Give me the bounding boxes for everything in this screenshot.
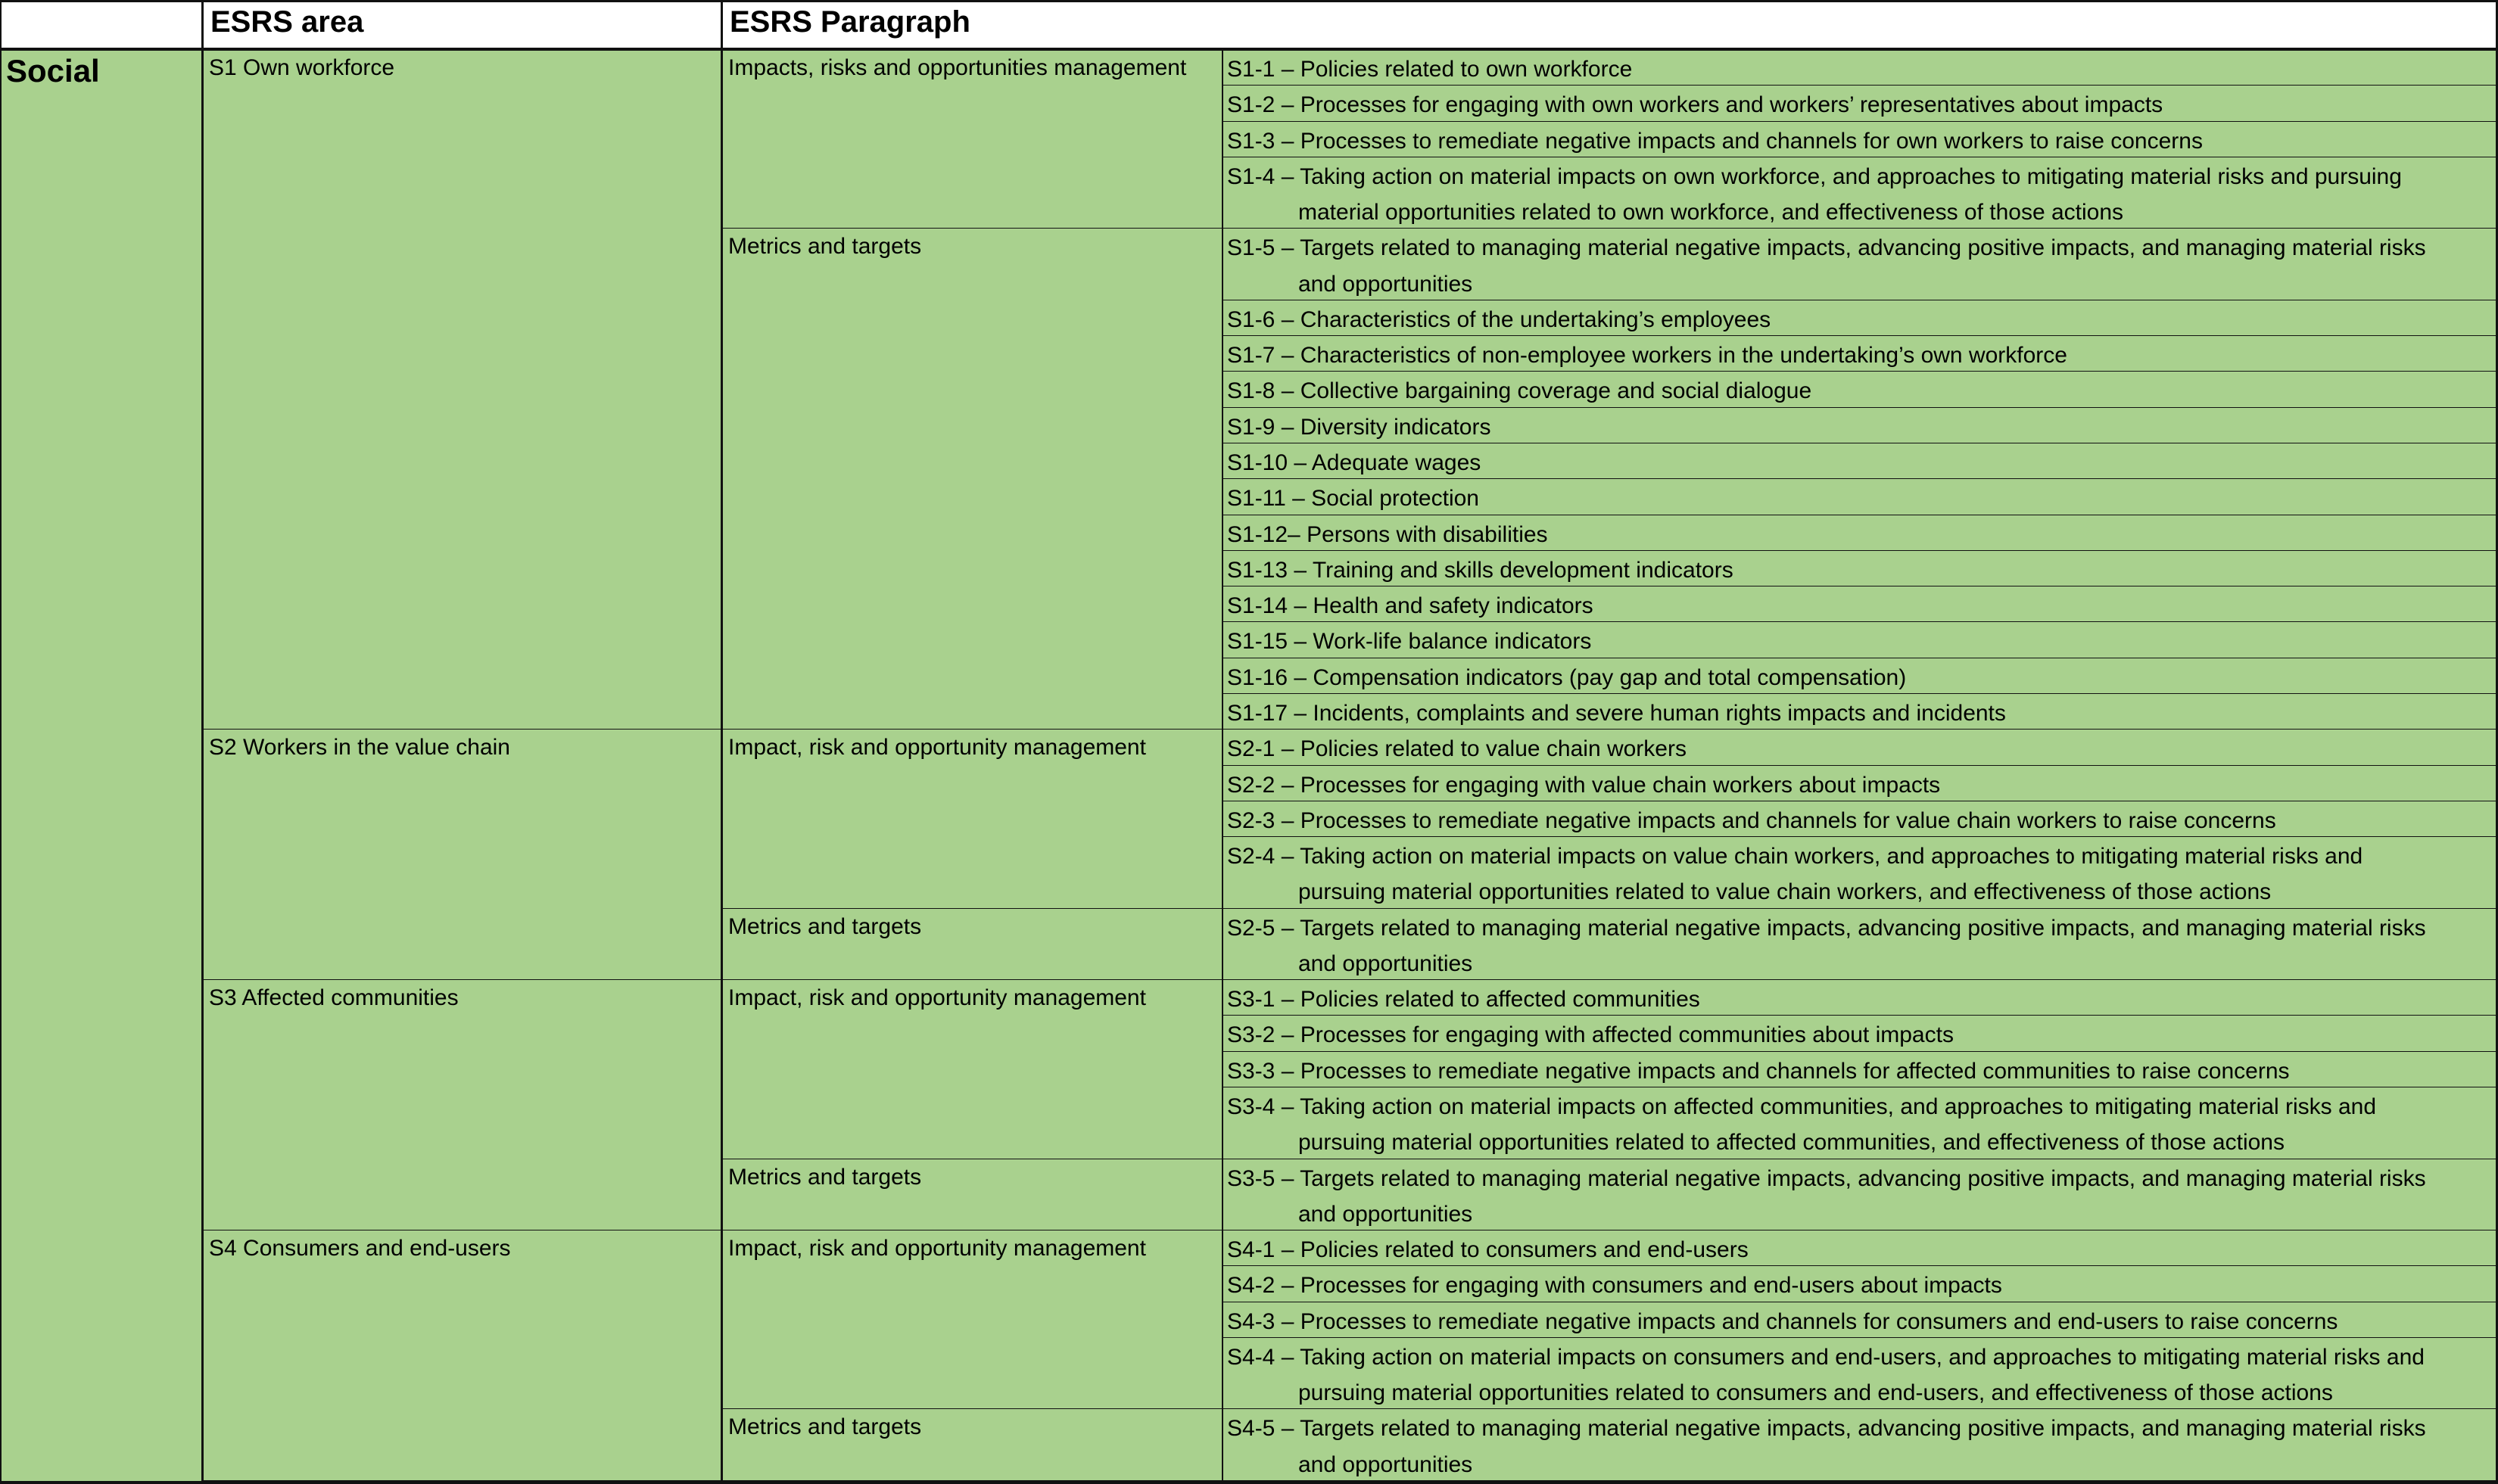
esrs-area-label: S2 Workers in the value chain: [209, 735, 510, 761]
paragraph-line-2: pursuing material opportunities related to affected communities, and effectiveness of those actions: [1298, 1130, 2285, 1156]
header-esrs-area: ESRS area: [203, 0, 722, 48]
esrs-group-label: Metrics and targets: [728, 1164, 922, 1190]
paragraph-line-1: S3-1 – Policies related to affected communities: [1227, 987, 1700, 1013]
header-esrs-paragraph: ESRS Paragraph: [722, 0, 2498, 48]
paragraph-line-2: material opportunities related to own workforce, and effectiveness of those actions: [1298, 200, 2124, 226]
paragraph-line-1: S1-4 – Taking action on material impacts on own workforce, and approaches to mitigating material risks and pursuing: [1227, 163, 2402, 189]
paragraph-line-1: S1-11 – Social protection: [1227, 486, 1479, 512]
paragraph-line-2: and opportunities: [1298, 950, 1473, 976]
esrs-paragraph-item: [1227, 123, 2203, 159]
paragraph-line-1: S1-17 – Incidents, complaints and severe human rights impacts and incidents: [1227, 700, 2006, 726]
esrs-group-cell: [722, 229, 1223, 730]
paragraph-line-1: S1-8 – Collective bargaining coverage and social dialogue: [1227, 378, 1812, 404]
frame-left: [0, 0, 2, 1484]
esrs-paragraph-item: [1227, 230, 2426, 302]
esrs-paragraph-item: [1227, 373, 1811, 409]
esrs-group-label: Impact, risk and opportunity management: [728, 735, 1146, 761]
esrs-group-label: Metrics and targets: [728, 234, 922, 260]
esrs-paragraph-item: [1227, 803, 2276, 838]
esrs-paragraph-item: [1227, 1232, 1749, 1268]
paragraph-line-1: S1-12– Persons with disabilities: [1227, 521, 1548, 547]
esrs-area-cell: [203, 50, 722, 730]
paragraph-line-2: pursuing material opportunities related to value chain workers, and effectiveness of those actions: [1298, 879, 2272, 905]
paragraph-line-1: S2-2 – Processes for engaging with value chain workers about impacts: [1227, 772, 1941, 798]
esrs-area-label: S1 Own workforce: [209, 55, 395, 80]
esrs-paragraph-item: [1227, 445, 1481, 481]
paragraph-line-1: S1-10 – Adequate wages: [1227, 450, 1481, 476]
paragraph-line-1: S2-4 – Taking action on material impacts on value chain workers, and approaches to mitigating material risks and: [1227, 844, 2363, 870]
paragraph-line-1: S3-2 – Processes for engaging with affected communities about impacts: [1227, 1022, 1954, 1048]
paragraph-line-1: S1-1 – Policies related to own workforce: [1227, 57, 1633, 82]
header-blank-cell: [0, 0, 203, 48]
esrs-paragraph-item: [1227, 51, 1632, 87]
esrs-paragraph-item: [1227, 481, 1479, 516]
paragraph-line-1: S4-5 – Targets related to managing material negative impacts, advancing positive impacts, and managing material risks: [1227, 1416, 2426, 1442]
paragraph-line-1: S1-7 – Characteristics of non-employee workers in the undertaking’s own workforce: [1227, 343, 2067, 369]
esrs-paragraph-item: [1227, 517, 1548, 552]
esrs-paragraph-item: [1227, 982, 1700, 1017]
paragraph-line-1: S1-6 – Characteristics of the undertaking’s employees: [1227, 306, 1771, 332]
esrs-area-cell: [203, 730, 722, 980]
col-divider-area: [201, 0, 204, 1484]
paragraph-line-1: S1-16 – Compensation indicators (pay gap and total compensation): [1227, 664, 1907, 690]
paragraph-line-1: S3-5 – Targets related to managing material negative impacts, advancing positive impacts, and managing material risks: [1227, 1165, 2426, 1191]
esrs-group-label: Metrics and targets: [728, 913, 922, 939]
paragraph-line-1: S1-3 – Processes to remediate negative impacts and channels for own workers to raise concerns: [1227, 128, 2203, 154]
paragraph-line-1: S1-5 – Targets related to managing material negative impacts, advancing positive impacts, and managing material risks: [1227, 235, 2426, 261]
frame-top: [0, 0, 2498, 2]
paragraph-line-2: pursuing material opportunities related to consumers and end-users, and effectiveness of those actions: [1298, 1380, 2333, 1406]
esrs-paragraph-item: [1227, 624, 1591, 659]
esrs-area-cell: [203, 980, 722, 1230]
esrs-paragraph-item: [1227, 338, 2067, 373]
esrs-paragraph-item: [1227, 552, 1733, 588]
esrs-paragraph-item: [1227, 159, 2402, 231]
esrs-paragraph-item: [1227, 1017, 1954, 1053]
esrs-paragraph-item: [1227, 731, 1687, 767]
pillar-social: Social: [0, 48, 203, 1482]
esrs-paragraph-item: [1227, 1161, 2426, 1233]
esrs-paragraph-item: [1227, 1411, 2426, 1482]
frame-bottom: [0, 1481, 2498, 1484]
header-bottom-rule: [0, 48, 2498, 51]
col-divider-group: [721, 0, 723, 1484]
esrs-group-label: Impacts, risks and opportunities management: [728, 55, 1187, 80]
paragraph-line-1: S3-4 – Taking action on material impacts on affected communities, and approaches to mitigating material risks and: [1227, 1094, 2377, 1119]
paragraph-line-1: S4-3 – Processes to remediate negative impacts and channels for consumers and end-users to raise concerns: [1227, 1308, 2338, 1334]
esrs-paragraph-item: [1227, 660, 1906, 695]
esrs-paragraph-item: [1227, 1339, 2425, 1411]
paragraph-line-1: S4-1 – Policies related to consumers and end-users: [1227, 1237, 1749, 1263]
esrs-paragraph-item: [1227, 302, 1771, 338]
esrs-paragraph-item: [1227, 409, 1490, 445]
esrs-paragraph-item: [1227, 1268, 2002, 1303]
esrs-paragraph-item: [1227, 1089, 2376, 1161]
esrs-paragraph-item: [1227, 767, 1940, 803]
paragraph-line-1: S2-1 – Policies related to value chain workers: [1227, 736, 1687, 762]
paragraph-line-1: S2-5 – Targets related to managing material negative impacts, advancing positive impacts, and managing material risks: [1227, 915, 2426, 941]
paragraph-line-1: S1-15 – Work-life balance indicators: [1227, 629, 1592, 655]
paragraph-line-1: S4-4 – Taking action on material impacts on consumers and end-users, and approaches to mitigating material risks and: [1227, 1344, 2425, 1370]
paragraph-line-1: S4-2 – Processes for engaging with consumers and end-users about impacts: [1227, 1273, 2002, 1299]
esrs-area-cell: [203, 1230, 722, 1481]
esrs-area-label: S4 Consumers and end-users: [209, 1236, 511, 1262]
paragraph-line-1: S1-2 – Processes for engaging with own workers and workers’ representatives about impacts: [1227, 92, 2163, 118]
paragraph-line-2: and opportunities: [1298, 271, 1473, 297]
esrs-paragraph-item: [1227, 838, 2363, 910]
esrs-area-label: S3 Affected communities: [209, 985, 459, 1011]
esrs-group-label: Impact, risk and opportunity management: [728, 1236, 1146, 1262]
col-divider-paragraph: [1222, 48, 1223, 1482]
esrs-paragraph-item: [1227, 1304, 2338, 1339]
esrs-group-label: Impact, risk and opportunity management: [728, 985, 1146, 1011]
esrs-paragraph-item: [1227, 910, 2426, 982]
esrs-paragraph-item: [1227, 87, 2163, 123]
paragraph-line-1: S2-3 – Processes to remediate negative impacts and channels for value chain workers to raise concerns: [1227, 807, 2276, 833]
esrs-paragraph-item: [1227, 588, 1593, 624]
paragraph-line-2: and opportunities: [1298, 1201, 1473, 1227]
esrs-group-label: Metrics and targets: [728, 1414, 922, 1440]
paragraph-line-1: S3-3 – Processes to remediate negative impacts and channels for affected communities to raise concerns: [1227, 1058, 2290, 1084]
esrs-paragraph-item: [1227, 695, 2006, 731]
paragraph-line-1: S1-13 – Training and skills development indicators: [1227, 557, 1733, 583]
esrs-paragraph-item: [1227, 1053, 2290, 1089]
paragraph-line-2: and opportunities: [1298, 1451, 1473, 1477]
paragraph-line-1: S1-14 – Health and safety indicators: [1227, 593, 1593, 619]
paragraph-line-1: S1-9 – Diversity indicators: [1227, 414, 1491, 440]
